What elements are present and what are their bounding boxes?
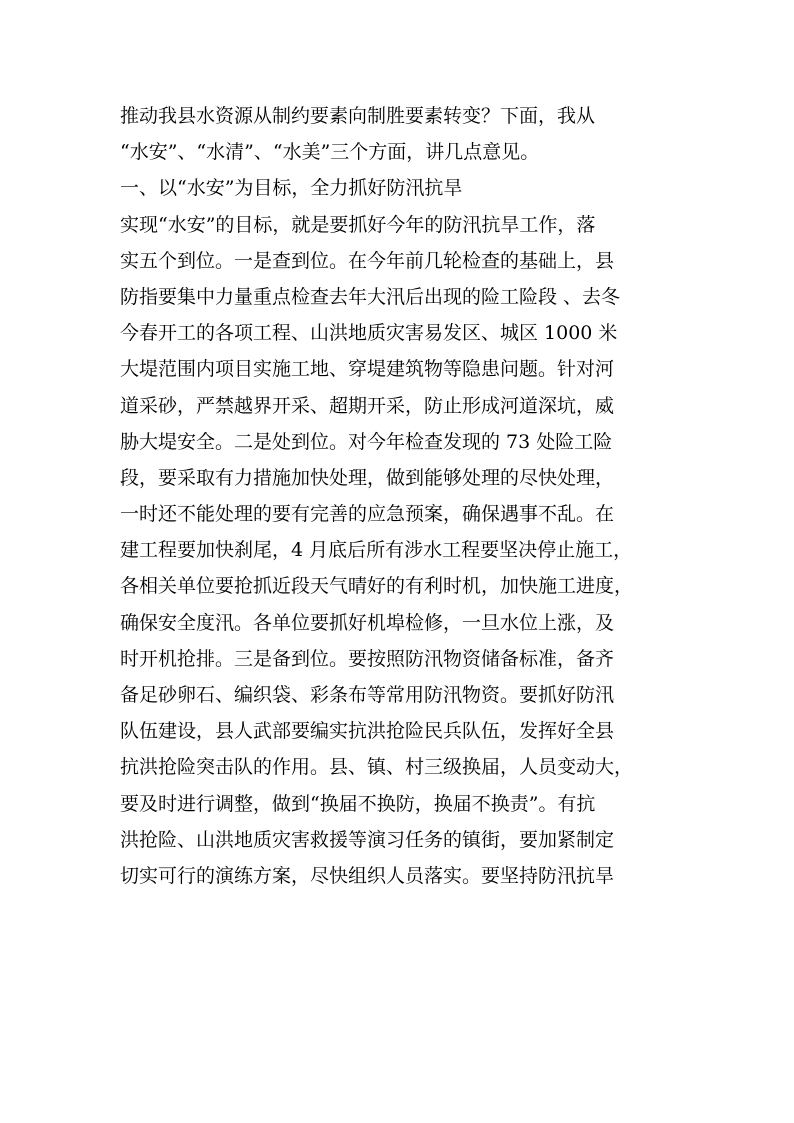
document-body xyxy=(120,98,690,894)
text-line: 队伍建设，县人武部要编实抗洪抢险民兵队伍，发挥好全县 xyxy=(120,720,615,743)
text-line: 各相关单位要抢抓近段天气晴好的有利时机，加快施工进度， xyxy=(120,575,634,598)
text-line: 胁大堤安全。二是处到位。对今年检查发现的 73 处险工险 xyxy=(120,430,613,453)
text-line: 防指要集中力量重点检查去年大汛后出现的险工险段 、去冬 xyxy=(120,285,621,308)
text-line: 道采砂，严禁越界开采、超期开采，防止形成河道深坑，威 xyxy=(120,394,615,417)
section-heading: 一、以“水安”为目标，全力抓好防汛抗旱 xyxy=(120,177,463,200)
text-line: 建工程要加快刹尾，4 月底后所有涉水工程要坚决停止施工， xyxy=(120,539,633,562)
text-line: 洪抢险、山洪地质灾害救援等演习任务的镇街，要加紧制定 xyxy=(120,828,615,851)
text-line: 切实可行的演练方案，尽快组织人员落实。要坚持防汛抗旱 xyxy=(120,864,615,887)
text-line: 时开机抢排。三是备到位。要按照防汛物资储备标准，备齐 xyxy=(120,647,615,670)
text-line: 备足砂卵石、编织袋、彩条布等常用防汛物资。要抓好防汛 xyxy=(120,684,615,706)
text-line: 大堤范围内项目实施工地、穿堤建筑物等隐患问题。针对河 xyxy=(120,358,615,381)
text-line: 实五个到位。一是查到位。在今年前几轮检查的基础上，县 xyxy=(120,249,615,272)
text-line: 确保安全度汛。各单位要抓好机埠检修，一旦水位上涨，及 xyxy=(120,611,615,634)
text-line: 实现“水安”的目标，就是要抓好今年的防汛抗旱工作，落 xyxy=(120,213,596,236)
text-line: 要及时进行调整，做到“换届不换防，换届不换责”。有抗 xyxy=(120,792,596,815)
text-line: “水安”、“水清”、“水美”三个方面，讲几点意见。 xyxy=(120,141,540,164)
text-line: 段，要采取有力措施加快处理，做到能够处理的尽快处理， xyxy=(120,466,615,489)
text-line: 一时还不能处理的要有完善的应急预案，确保遇事不乱。在 xyxy=(120,503,615,526)
text-line: 推动我县水资源从制约要素向制胜要素转变？下面，我从 xyxy=(120,105,596,127)
text-line: 抗洪抢险突击队的作用。县、镇、村三级换届，人员变动大， xyxy=(120,756,634,779)
text-line: 今春开工的各项工程、山洪地质灾害易发区、城区 1000 米 xyxy=(120,322,618,345)
